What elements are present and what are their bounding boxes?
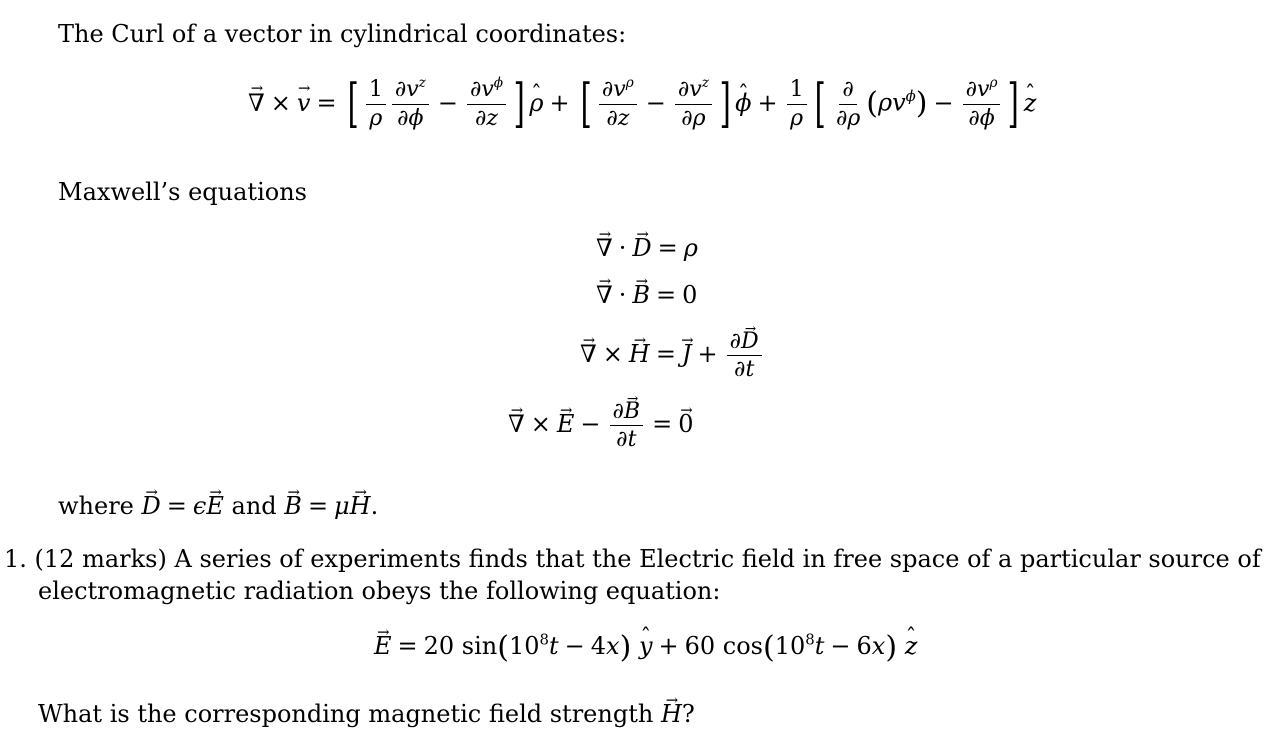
question-prompt-text: What is the corresponding magnetic field strength: [38, 700, 654, 728]
where-word: where: [58, 492, 134, 520]
ampere-law: → ∇ ×→ H =→ J + $\frac{\partial\to D}{\partial t}$: [580, 330, 765, 381]
gauss-law-electric: → ∇ ·→ D = ρ: [596, 234, 698, 262]
gauss-law-magnetic: → ∇ ·→ B = 0: [596, 281, 697, 309]
question-prompt: What is the corresponding magnetic field strength → H?: [38, 700, 695, 728]
and-word: and: [231, 492, 277, 520]
question-number: 1.: [4, 545, 27, 573]
curl-formula: → ∇ ×→ v = [ $\frac{1}{\rho}$ $\frac{\partial v^z}{\partial\phi}$ − $\frac{\partial v^\phi}{\partial z}$ ]ˆ ρ + [ $\frac{\partial v^\rho}{\partial z}$ − $\frac{\partial v^z}{\partial\rho}$ ]ˆ ϕ + $\frac{1}{\rho}$ [ $\frac{\partial}{\partial\rho}$ $(\rho v^\phi)$ − $\frac{\partial v^\rho}{\partial\phi}$ ]ˆ z: [248, 78, 1036, 130]
curl-heading: The Curl of a vector in cylindrical coordinates:: [58, 20, 627, 48]
faraday-law: → ∇ ×→ E − $\frac{\partial\to B}{\partial t}$ =→ 0: [508, 400, 693, 451]
question-text-line2: electromagnetic radiation obeys the following equation:: [38, 577, 721, 605]
electric-field-equation: → E = 20 $\sin(10^8t - 4x)$ ˆ y + 60 $\cos(10^8t - 6x)$ ˆ z: [374, 632, 917, 663]
question-line1: [4, 545, 1261, 573]
question-text-line1: A series of experiments finds that the Electric field in free space of a particular source of: [174, 545, 1261, 573]
maxwell-heading: Maxwell’s equations: [58, 178, 307, 206]
question-marks: (12 marks): [34, 545, 167, 573]
constitutive-relations: where → D = ϵ→ E and → B = μ→ H.: [58, 492, 378, 520]
